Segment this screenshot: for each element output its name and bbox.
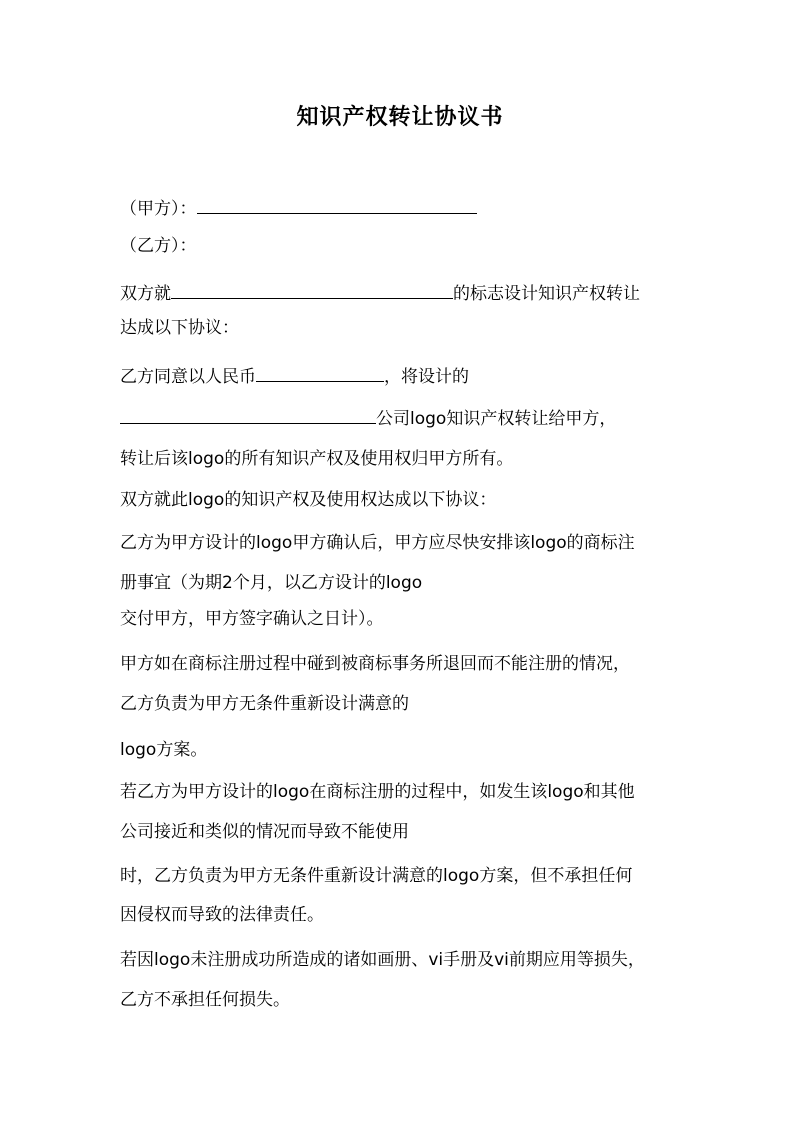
p1-prefix: 双方就 [120,284,171,304]
p6-line1: 若乙方为甲方设计的logo在商标注册的过程中，如发生该logo和其他 [120,782,635,802]
party-a-label: （甲方）： [120,199,197,219]
p6-line4: 因侵权而导致的法律责任。 [120,905,324,925]
p5-line1: 甲方如在商标注册过程中碰到被商标事务所退回而不能注册的情况， [120,654,630,674]
p7-line2: 乙方不承担任何损失。 [120,990,290,1010]
p6-line2: 公司接近和类似的情况而导致不能使用 [120,822,409,842]
p1-line2: 达成以下协议： [120,318,239,338]
p5-line3: logo方案。 [120,740,208,760]
party-a-line [120,194,477,221]
p2-company-blank[interactable] [120,404,376,424]
p1-blank[interactable] [171,279,453,299]
p2-line3: 转让后该logo的所有知识产权及使用权归甲方所有。 [120,449,514,469]
p3: 双方就此logo的知识产权及使用权达成以下协议： [120,490,497,510]
p2-amount-blank[interactable] [256,362,384,382]
p1-line1 [120,279,640,306]
p4-line3: 交付甲方，甲方签字确认之日计）。 [120,609,384,629]
p4-line1: 乙方为甲方设计的logo甲方确认后，甲方应尽快安排该logo的商标注 [120,533,635,553]
p2-suffix: ，将设计的 [384,367,469,387]
party-b-label: （乙方）： [120,236,197,256]
document-title: 知识产权转让协议书 [296,105,504,130]
p4-line2: 册事宜（为期2个月，以乙方设计的logo [120,573,423,593]
p6-line3: 时，乙方负责为甲方无条件重新设计满意的logo方案，但不承担任何 [120,866,633,886]
party-b-line [120,234,197,258]
p2-prefix: 乙方同意以人民币 [120,367,256,387]
p1-suffix: 的标志设计知识产权转让 [453,284,640,304]
p2-line2-suffix: 公司logo知识产权转让给甲方， [376,409,617,429]
party-a-blank[interactable] [197,194,477,214]
p7-line1: 若因logo未注册成功所造成的诸如画册、vi手册及vi前期应用等损失， [120,950,645,970]
p2-line1 [120,362,469,389]
p5-line2: 乙方负责为甲方无条件重新设计满意的 [120,694,409,714]
p2-line2 [120,404,616,431]
